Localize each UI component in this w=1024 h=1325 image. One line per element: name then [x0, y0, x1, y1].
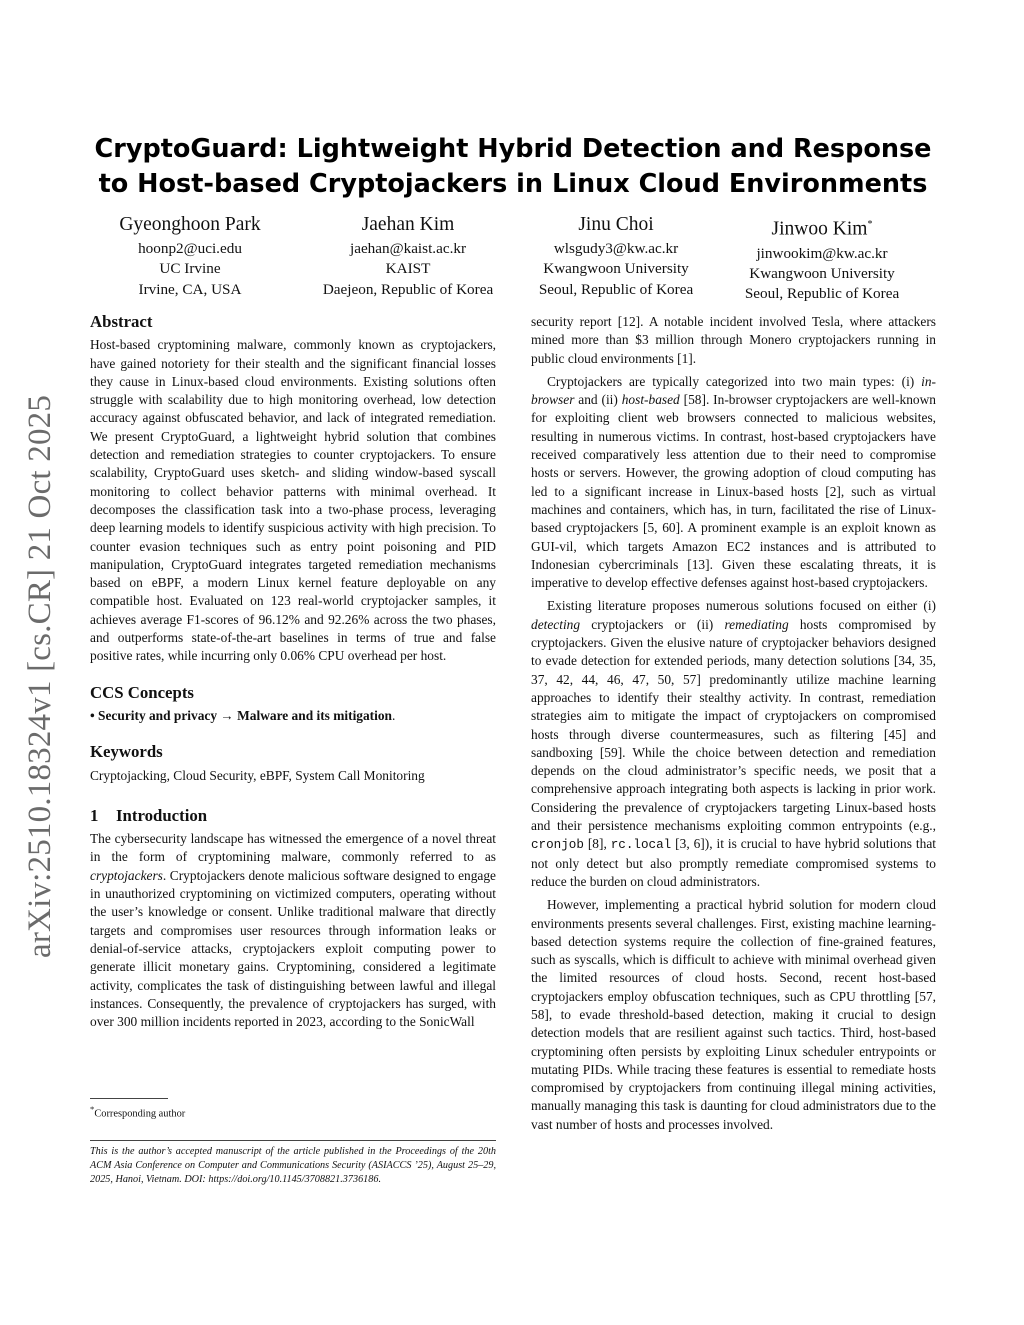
author-email[interactable]: jinwookim@kw.ac.kr — [756, 244, 888, 262]
intro-paragraph — [90, 830, 496, 1031]
author-name: Jaehan Kim — [361, 214, 455, 235]
intro-text-b: . Cryptojackers denote malicious software designed to engage in unauthorized cryptomining on victimized computers, operating without the user’s knowledge or consent. Unlike traditional malware that directly targets and compromises user resources through information leaks or denial-of-service attacks, cryptojackers exploit computing power to generate illicit monetary gains. Cryptomining, considered a legitimate activity, complicates the task of distinguishing between lawful and illegal instances. Consequently, the prevalence of cryptojackers has surged, with over 300 million incidents reported in 2023, according to the SonicWall — [90, 867, 496, 1030]
intro-text-a: The cybersecurity landscape has witnessed the emergence of a novel threat in the form of cryptomining malware, commonly referred to as — [90, 831, 496, 865]
author-location: Daejeon, Republic of Korea — [322, 280, 494, 298]
text-run: [3, 6]), it is crucial to have hybrid solutions that not only detect but also promptly remediate compromised systems to reduce the burden on cloud administrators. — [531, 836, 936, 889]
text-run: [8], — [583, 836, 611, 852]
paragraph — [531, 373, 936, 593]
author-name: Gyeonghoon Park — [119, 214, 261, 235]
footnote-text: Corresponding author — [94, 1108, 186, 1120]
ccs-text: • Security and privacy → Malware and its mitigation — [90, 707, 393, 723]
author-email[interactable]: hoonp2@uci.edu — [138, 240, 242, 257]
author-3 — [506, 213, 726, 300]
section-title: Introduction — [116, 805, 208, 825]
emphasis: in-browser — [531, 373, 936, 408]
paragraph: security report [12]. A notable incident involved Tesla, where attackers mined more than $3 million through Monero cryptojackers running in public cloud environments [1]. — [531, 314, 936, 366]
arxiv-identifier[interactable]: arXiv:2510.18324v1 [cs.CR] 21 Oct 2025 — [22, 394, 58, 958]
intro-heading — [90, 807, 496, 825]
author-affiliation: Kwangwoon University — [543, 260, 689, 278]
author-affiliation: UC Irvine — [159, 260, 221, 278]
right-column — [531, 313, 936, 1134]
paper-title: CryptoGuard: Lightweight Hybrid Detection and Response to Host-based Cryptojackers in Linux Cloud Environments — [94, 134, 932, 199]
author-location: Seoul, Republic of Korea — [744, 285, 900, 303]
footnote — [90, 1103, 496, 1120]
author-name — [712, 213, 932, 242]
author-affiliation: KAIST — [385, 260, 431, 278]
author-4 — [712, 213, 932, 304]
ccs-concepts — [90, 707, 496, 725]
author-email[interactable]: wlsgudy3@kw.ac.kr — [553, 240, 679, 257]
text-run: Existing literature proposes numerous solutions focused on either (i) — [547, 598, 936, 614]
emphasis: detecting — [531, 616, 581, 632]
emphasis: host-based — [621, 392, 680, 408]
footnote-mark: * — [90, 1104, 95, 1114]
footnote-rule — [90, 1098, 168, 1099]
left-column — [90, 309, 496, 1031]
text-run: cryptojackers or (ii) — [580, 616, 725, 632]
intro-emphasis: cryptojackers — [90, 867, 163, 883]
ccs-period: . — [392, 707, 396, 723]
manuscript-note: This is the author’s accepted manuscript of the article published in the Proceedings of the 20th ACM Asia Conference on Computer and Communications Security (ASIACCS ’25), August 25–29, 2025, Hanoi, Vietnam. DOI: https://doi.org/10.1145/3708821.3736186. — [90, 1146, 496, 1185]
ccs-heading: CCS Concepts — [90, 682, 194, 702]
keywords-text: Cryptojacking, Cloud Security, eBPF, System Call Monitoring — [90, 767, 425, 783]
author-1 — [80, 213, 300, 300]
emphasis: remediating — [724, 616, 789, 632]
text-run: hosts compromised by cryptojackers. Given the elusive nature of cryptojacker behaviors designed to evade detection for extended periods, many detection solutions [34, 35, 37, 42, 44, 46, 47, 50, 57] predominantly utilize machine learning approaches to identify their stealthy activity. In contrast, remediation strategies aim to mitigate the impact of cryptojackers on compromised hosts through diverse countermeasures, such as filtering [45] and sandboxing [59]. While the choice between detection and remediation depends on the cloud administrator’s specific needs, we posit that a comprehensive approach integrating both aspects is lacking in prior work. Considering the prevalence of cryptojackers targeting Linux-based hosts and their persistence mechanisms exploiting common entrypoints (e.g., — [531, 616, 937, 834]
abstract-heading: Abstract — [90, 312, 153, 331]
corresponding-mark: * — [867, 219, 873, 230]
author-name: Jinu Choi — [578, 214, 654, 235]
author-name-text: Jinwoo Kim — [771, 218, 868, 240]
author-2 — [298, 213, 518, 300]
keywords-heading: Keywords — [90, 742, 163, 762]
author-affiliation: Kwangwoon University — [749, 264, 895, 282]
author-email[interactable]: jaehan@kaist.ac.kr — [349, 240, 467, 257]
manuscript-rule — [90, 1140, 496, 1141]
text-run: [58]. In-browser cryptojackers are well-known for exploiting client web browsers connected to malicious websites, resulting in numerous victims. In contrast, host-based cryptojackers have received comparatively less attention due to their need to compromise hosts or servers. However, the growing adoption of cloud computing has led to a significant increase in Linux-based hosts [2], such as virtual machines and containers, which has, in turn, facilitated the rise of Linux-based cryptojackers [5, 60]. A prominent example is an exploit known as GUI-vil, which targets Amazon EC2 instances and is attributed to Indonesian cybercriminals [13]. Given these escalating threats, it is imperative to develop effective defenses against host-based cryptojackers. — [531, 392, 936, 591]
section-number: 1 — [90, 805, 99, 825]
author-location: Irvine, CA, USA — [138, 280, 242, 298]
paragraph: However, implementing a practical hybrid solution for modern cloud environments presents several challenges. First, existing machine learning-based detection systems require the collection of fine-grained features, such as syscalls, which is difficult to achieve with minimal overhead given the limited resources of cloud hosts. Second, recent host-based cryptojackers employ obfuscation techniques, such as CPU throttling [57, 58], to evade threshold-based detection, making it crucial to design detection models that are resilient against such tactics. Third, host-based cryptomining often persists by exploiting Linux scheduler entrypoints or mutating PIDs. While tracing these features is essential to remediate hosts compromised by cryptojackers from continuing illegal mining activities, manually managing this task is daunting for cloud administrators due to the vast number of hosts and processes involved. — [531, 897, 936, 1132]
author-location: Seoul, Republic of Korea — [538, 280, 694, 298]
abstract-text: Host-based cryptomining malware, commonly known as cryptojackers, have gained notoriety for their stealth and the significant financial losses they cause in Linux-based cloud environments. Existing solutions often struggle with scalability due to high monitoring overhead, low detection accuracy against obfuscated behavior, and lack of integrated remediation. We present CryptoGuard, a lightweight hybrid solution that combines detection and remediation strategies to counter cryptojackers. To ensure scalability, CryptoGuard uses sketch- and sliding window-based syscall monitoring to collect behavior patterns with minimal overhead. It decomposes the classification task into a two-phase process, leveraging deep learning models to identify suspicious activity with high precision. To counter evasion techniques such as entry point poisoning and PID manipulation, CryptoGuard integrates targeted remediation mechanisms based on eBPF, a modern Linux kernel feature deployable on any compatible host. Evaluated on 123 real-world cryptojacker samples, it achieves average F1-scores of 96.12% and 92.26% across the two phases, and outperforms state-of-the-art baselines in terms of true and false positive rates, while incurring only 0.06% CPU overhead per host. — [90, 337, 496, 664]
paragraph — [531, 597, 936, 891]
code-cronjob: cronjob — [531, 838, 584, 853]
text-run: and (ii) — [574, 392, 622, 408]
code-rc-local: rc.local — [610, 838, 672, 853]
text-run: Cryptojackers are typically categorized into two main types: (i) — [547, 373, 922, 389]
